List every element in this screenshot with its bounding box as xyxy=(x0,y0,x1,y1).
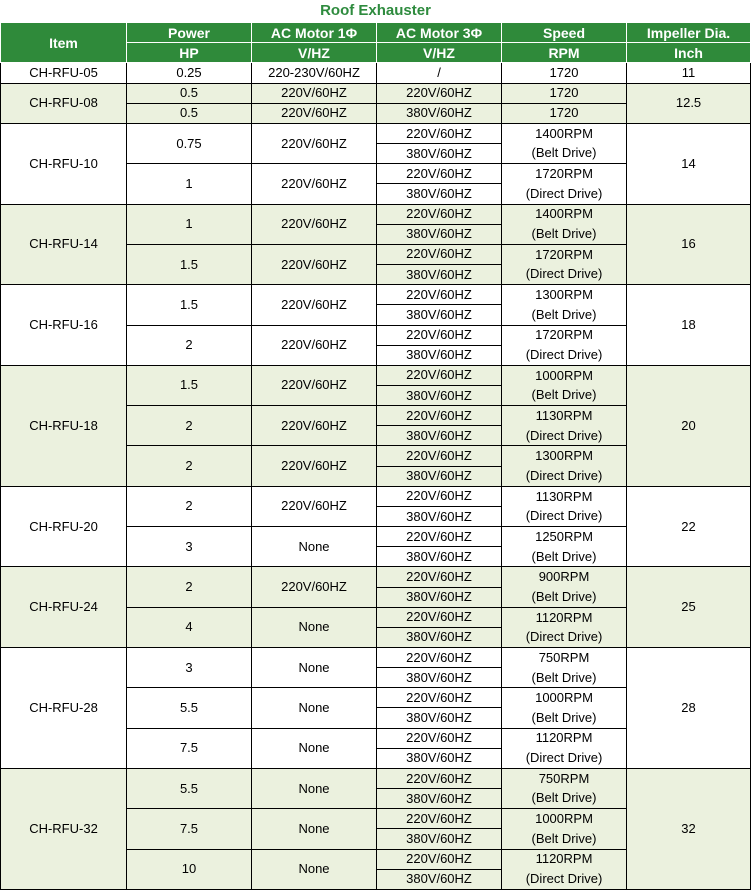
power-hp-cell: 0.5 xyxy=(127,83,252,103)
power-hp-cell: 1.5 xyxy=(127,365,252,405)
header-item: Item xyxy=(1,23,127,63)
ac-3-phase-cell: 380V/60HZ xyxy=(377,103,502,123)
power-hp-cell: 7.5 xyxy=(127,728,252,768)
item-cell: CH-RFU-32 xyxy=(1,768,127,889)
power-hp-cell: 1 xyxy=(127,204,252,244)
speed-rpm-cell: (Direct Drive) xyxy=(502,627,627,647)
speed-rpm-cell: 900RPM xyxy=(502,567,627,587)
table-row xyxy=(1,365,751,385)
power-hp-cell: 0.25 xyxy=(127,63,252,83)
spec-table-body xyxy=(1,0,751,890)
impeller-dia-cell: 11 xyxy=(627,63,751,83)
ac-1-phase-cell: 220V/60HZ xyxy=(252,325,377,365)
speed-rpm-cell: (Belt Drive) xyxy=(502,385,627,405)
power-hp-cell: 0.75 xyxy=(127,123,252,163)
header-impeller-dia: Impeller Dia. xyxy=(627,23,751,43)
speed-rpm-cell: 1120RPM xyxy=(502,607,627,627)
ac-3-phase-cell: 220V/60HZ xyxy=(377,486,502,506)
speed-rpm-cell: 1720RPM xyxy=(502,244,627,264)
ac-3-phase-cell: 220V/60HZ xyxy=(377,648,502,668)
header-speed: Speed xyxy=(502,23,627,43)
ac-1-phase-cell: None xyxy=(252,728,377,768)
table-row xyxy=(1,768,751,788)
ac-1-phase-cell: None xyxy=(252,688,377,728)
speed-rpm-cell: 1400RPM xyxy=(502,204,627,224)
power-hp-cell: 10 xyxy=(127,849,252,889)
ac-1-phase-cell: 220V/60HZ xyxy=(252,365,377,405)
title-row xyxy=(1,0,751,23)
ac-1-phase-cell: 220V/60HZ xyxy=(252,486,377,526)
power-hp-cell: 7.5 xyxy=(127,809,252,849)
item-cell: CH-RFU-24 xyxy=(1,567,127,648)
item-cell: CH-RFU-16 xyxy=(1,285,127,366)
ac-1-phase-cell: 220V/60HZ xyxy=(252,406,377,446)
unit-v-hz-3-phase: V/HZ xyxy=(377,43,502,63)
ac-3-phase-cell: 220V/60HZ xyxy=(377,123,502,143)
table-row xyxy=(1,285,751,305)
speed-rpm-cell: 1000RPM xyxy=(502,365,627,385)
ac-3-phase-cell: 220V/60HZ xyxy=(377,365,502,385)
ac-1-phase-cell: 220V/60HZ xyxy=(252,103,377,123)
power-hp-cell: 2 xyxy=(127,486,252,526)
ac-1-phase-cell: 220V/60HZ xyxy=(252,567,377,607)
impeller-dia-cell: 18 xyxy=(627,285,751,366)
speed-rpm-cell: (Direct Drive) xyxy=(502,466,627,486)
ac-3-phase-cell: 380V/60HZ xyxy=(377,385,502,405)
speed-rpm-cell: (Belt Drive) xyxy=(502,305,627,325)
ac-3-phase-cell: 380V/60HZ xyxy=(377,708,502,728)
ac-3-phase-cell: 380V/60HZ xyxy=(377,587,502,607)
ac-3-phase-cell: 380V/60HZ xyxy=(377,627,502,647)
ac-3-phase-cell: 380V/60HZ xyxy=(377,547,502,567)
speed-rpm-cell: 1120RPM xyxy=(502,849,627,869)
ac-3-phase-cell: 380V/60HZ xyxy=(377,224,502,244)
ac-3-phase-cell: 220V/60HZ xyxy=(377,567,502,587)
ac-1-phase-cell: None xyxy=(252,809,377,849)
power-hp-cell: 2 xyxy=(127,446,252,486)
table-row xyxy=(1,648,751,668)
item-cell: CH-RFU-28 xyxy=(1,648,127,769)
ac-3-phase-cell: 380V/60HZ xyxy=(377,829,502,849)
power-hp-cell: 5.5 xyxy=(127,688,252,728)
ac-1-phase-cell: 220V/60HZ xyxy=(252,204,377,244)
ac-3-phase-cell: 220V/60HZ xyxy=(377,446,502,466)
ac-3-phase-cell: 380V/60HZ xyxy=(377,869,502,889)
ac-3-phase-cell: 220V/60HZ xyxy=(377,728,502,748)
power-hp-cell: 2 xyxy=(127,325,252,365)
ac-1-phase-cell: 220V/60HZ xyxy=(252,285,377,325)
item-cell: CH-RFU-05 xyxy=(1,63,127,83)
ac-3-phase-cell: 380V/60HZ xyxy=(377,305,502,325)
impeller-dia-cell: 16 xyxy=(627,204,751,285)
item-cell: CH-RFU-20 xyxy=(1,486,127,567)
ac-3-phase-cell: 380V/60HZ xyxy=(377,144,502,164)
power-hp-cell: 1.5 xyxy=(127,244,252,284)
speed-rpm-cell: (Belt Drive) xyxy=(502,144,627,164)
ac-3-phase-cell: 220V/60HZ xyxy=(377,83,502,103)
speed-rpm-cell: 1720 xyxy=(502,83,627,103)
power-hp-cell: 2 xyxy=(127,567,252,607)
power-hp-cell: 2 xyxy=(127,406,252,446)
ac-3-phase-cell: 220V/60HZ xyxy=(377,325,502,345)
table-title: Roof Exhauster xyxy=(320,2,431,20)
speed-rpm-cell: 750RPM xyxy=(502,648,627,668)
power-hp-cell: 3 xyxy=(127,648,252,688)
speed-rpm-cell: 1250RPM xyxy=(502,527,627,547)
ac-3-phase-cell: 220V/60HZ xyxy=(377,688,502,708)
ac-3-phase-cell: 380V/60HZ xyxy=(377,345,502,365)
ac-1-phase-cell: None xyxy=(252,768,377,808)
ac-3-phase-cell: 380V/60HZ xyxy=(377,668,502,688)
speed-rpm-cell: (Direct Drive) xyxy=(502,426,627,446)
ac-3-phase-cell: 220V/60HZ xyxy=(377,809,502,829)
speed-rpm-cell: (Direct Drive) xyxy=(502,748,627,768)
speed-rpm-cell: 1000RPM xyxy=(502,688,627,708)
impeller-dia-cell: 32 xyxy=(627,768,751,889)
header-ac-motor-3-phase: AC Motor 3Φ xyxy=(377,23,502,43)
unit-v-hz-1-phase: V/HZ xyxy=(252,43,377,63)
impeller-dia-cell: 20 xyxy=(627,365,751,486)
speed-rpm-cell: 1400RPM xyxy=(502,123,627,143)
ac-3-phase-cell: 380V/60HZ xyxy=(377,426,502,446)
header-ac-motor-1-phase: AC Motor 1Φ xyxy=(252,23,377,43)
speed-rpm-cell: 1720RPM xyxy=(502,164,627,184)
ac-3-phase-cell: 380V/60HZ xyxy=(377,184,502,204)
item-cell: CH-RFU-08 xyxy=(1,83,127,123)
ac-3-phase-cell: 220V/60HZ xyxy=(377,406,502,426)
ac-3-phase-cell: 220V/60HZ xyxy=(377,768,502,788)
table-row xyxy=(1,83,751,103)
power-hp-cell: 3 xyxy=(127,527,252,567)
ac-1-phase-cell: 220V/60HZ xyxy=(252,446,377,486)
header-row-top xyxy=(1,23,751,43)
speed-rpm-cell: (Belt Drive) xyxy=(502,668,627,688)
speed-rpm-cell: 1130RPM xyxy=(502,486,627,506)
speed-rpm-cell: (Direct Drive) xyxy=(502,345,627,365)
unit-hp: HP xyxy=(127,43,252,63)
ac-1-phase-cell: None xyxy=(252,607,377,647)
speed-rpm-cell: (Direct Drive) xyxy=(502,506,627,526)
power-hp-cell: 1 xyxy=(127,164,252,204)
speed-rpm-cell: 1130RPM xyxy=(502,406,627,426)
impeller-dia-cell: 14 xyxy=(627,123,751,204)
unit-rpm: RPM xyxy=(502,43,627,63)
speed-rpm-cell: (Belt Drive) xyxy=(502,829,627,849)
table-row xyxy=(1,204,751,224)
unit-inch: Inch xyxy=(627,43,751,63)
impeller-dia-cell: 25 xyxy=(627,567,751,648)
ac-3-phase-cell: 380V/60HZ xyxy=(377,789,502,809)
ac-3-phase-cell: / xyxy=(377,63,502,83)
speed-rpm-cell: (Belt Drive) xyxy=(502,708,627,728)
impeller-dia-cell: 22 xyxy=(627,486,751,567)
table-row xyxy=(1,123,751,143)
speed-rpm-cell: (Direct Drive) xyxy=(502,265,627,285)
speed-rpm-cell: (Belt Drive) xyxy=(502,547,627,567)
speed-rpm-cell: 1720 xyxy=(502,103,627,123)
item-cell: CH-RFU-10 xyxy=(1,123,127,204)
ac-1-phase-cell: 220V/60HZ xyxy=(252,123,377,163)
ac-1-phase-cell: 220V/60HZ xyxy=(252,244,377,284)
impeller-dia-cell: 12.5 xyxy=(627,83,751,123)
ac-3-phase-cell: 220V/60HZ xyxy=(377,849,502,869)
item-cell: CH-RFU-14 xyxy=(1,204,127,285)
ac-3-phase-cell: 220V/60HZ xyxy=(377,285,502,305)
ac-1-phase-cell: None xyxy=(252,527,377,567)
speed-rpm-cell: 1000RPM xyxy=(502,809,627,829)
item-cell: CH-RFU-18 xyxy=(1,365,127,486)
speed-rpm-cell: 1720RPM xyxy=(502,325,627,345)
ac-1-phase-cell: None xyxy=(252,849,377,889)
table-row xyxy=(1,63,751,83)
ac-3-phase-cell: 220V/60HZ xyxy=(377,607,502,627)
header-power: Power xyxy=(127,23,252,43)
power-hp-cell: 0.5 xyxy=(127,103,252,123)
ac-3-phase-cell: 380V/60HZ xyxy=(377,265,502,285)
speed-rpm-cell: (Belt Drive) xyxy=(502,587,627,607)
ac-3-phase-cell: 220V/60HZ xyxy=(377,244,502,264)
ac-3-phase-cell: 380V/60HZ xyxy=(377,506,502,526)
power-hp-cell: 4 xyxy=(127,607,252,647)
speed-rpm-cell: 1120RPM xyxy=(502,728,627,748)
speed-rpm-cell: (Belt Drive) xyxy=(502,789,627,809)
speed-rpm-cell: 1720 xyxy=(502,63,627,83)
ac-1-phase-cell: 220-230V/60HZ xyxy=(252,63,377,83)
speed-rpm-cell: 1300RPM xyxy=(502,446,627,466)
ac-1-phase-cell: 220V/60HZ xyxy=(252,164,377,204)
ac-1-phase-cell: 220V/60HZ xyxy=(252,83,377,103)
ac-1-phase-cell: None xyxy=(252,648,377,688)
speed-rpm-cell: 750RPM xyxy=(502,768,627,788)
power-hp-cell: 5.5 xyxy=(127,768,252,808)
power-hp-cell: 1.5 xyxy=(127,285,252,325)
speed-rpm-cell: 1300RPM xyxy=(502,285,627,305)
ac-3-phase-cell: 220V/60HZ xyxy=(377,527,502,547)
ac-3-phase-cell: 380V/60HZ xyxy=(377,748,502,768)
table-row xyxy=(1,486,751,506)
ac-3-phase-cell: 220V/60HZ xyxy=(377,164,502,184)
speed-rpm-cell: (Direct Drive) xyxy=(502,184,627,204)
speed-rpm-cell: (Direct Drive) xyxy=(502,869,627,889)
table-row xyxy=(1,567,751,587)
impeller-dia-cell: 28 xyxy=(627,648,751,769)
speed-rpm-cell: (Belt Drive) xyxy=(502,224,627,244)
ac-3-phase-cell: 380V/60HZ xyxy=(377,466,502,486)
ac-3-phase-cell: 220V/60HZ xyxy=(377,204,502,224)
